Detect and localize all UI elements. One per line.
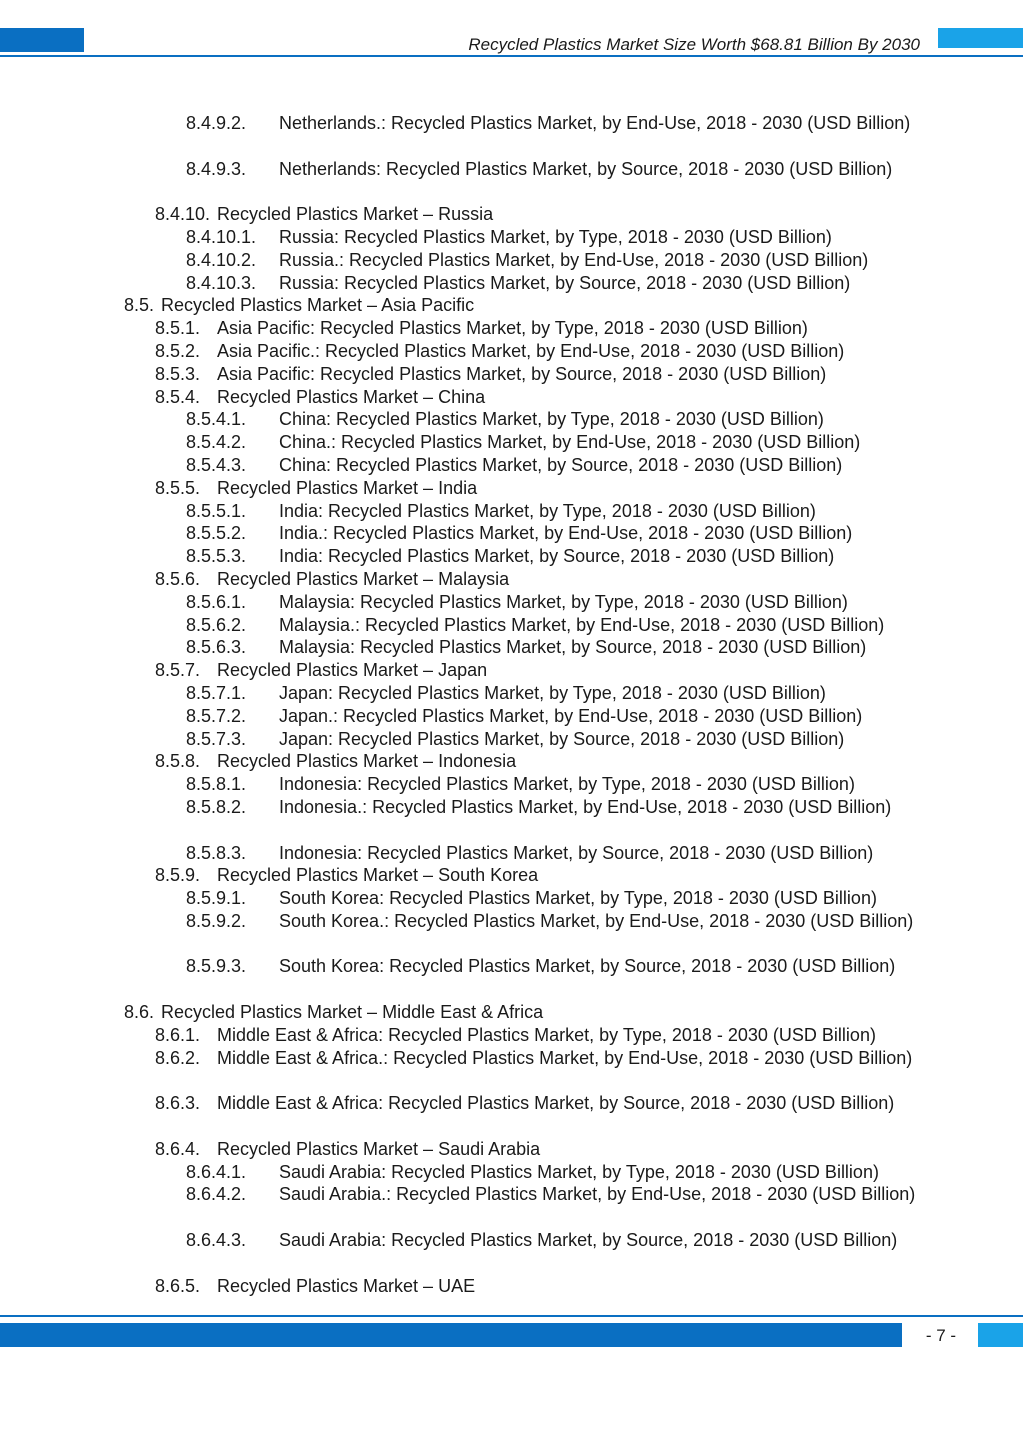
- toc-entry: [0, 363, 1023, 386]
- toc-entry: [0, 842, 1023, 865]
- toc-entry: [0, 568, 1023, 591]
- toc-entry-title: Malaysia: Recycled Plastics Market, by Type, 2018 - 2030 (USD Billion): [279, 591, 848, 612]
- toc-entry: [0, 340, 1023, 363]
- footer-accent-right: [978, 1323, 1023, 1347]
- toc-entry-title: Netherlands: Recycled Plastics Market, by Source, 2018 - 2030 (USD Billion): [279, 158, 893, 179]
- toc-entry-title: Middle East & Africa: Recycled Plastics Market, by Type, 2018 - 2030 (USD Billion): [217, 1024, 876, 1045]
- toc-entry-title: Asia Pacific: Recycled Plastics Market, by Type, 2018 - 2030 (USD Billion): [217, 318, 808, 339]
- toc-entry-title: Asia Pacific.: Recycled Plastics Market, by End-Use, 2018 - 2030 (USD Billion): [217, 340, 845, 361]
- header-accent-right: [938, 28, 1023, 48]
- toc-entry-title: India.: Recycled Plastics Market, by End-Use, 2018 - 2030 (USD Billion): [279, 523, 853, 544]
- toc-entry-title: Indonesia.: Recycled Plastics Market, by End-Use, 2018 - 2030 (USD Billion): [279, 796, 892, 817]
- toc-entry-title: Asia Pacific: Recycled Plastics Market, by Source, 2018 - 2030 (USD Billion): [217, 363, 827, 384]
- toc-entry: [0, 158, 1023, 204]
- toc-entry-title: Middle East & Africa.: Recycled Plastics Market, by End-Use, 2018 - 2030 (USD Billion): [217, 1047, 913, 1068]
- toc-entry: [0, 431, 1023, 454]
- toc-entry: [0, 614, 1023, 637]
- toc-entry: [0, 454, 1023, 477]
- toc-entry-number: 8.5.9.3.: [186, 956, 247, 977]
- toc-entry-title: Malaysia.: Recycled Plastics Market, by End-Use, 2018 - 2030 (USD Billion): [279, 614, 885, 635]
- toc-entry: [0, 750, 1023, 773]
- toc-entry-number: 8.5.9.: [155, 865, 201, 886]
- toc-entry-number: 8.5.8.3.: [186, 842, 247, 863]
- toc-entry-title: Recycled Plastics Market – Japan: [217, 660, 488, 681]
- toc-entry: [0, 1161, 1023, 1184]
- toc-entry: [0, 112, 1023, 158]
- toc-entry-title: Recycled Plastics Market – Russia: [217, 204, 494, 225]
- toc-entry-number: 8.6.1.: [155, 1024, 201, 1045]
- toc-entry: [0, 203, 1023, 226]
- toc-entry: [0, 226, 1023, 249]
- toc-entry-number: 8.5.6.: [155, 568, 201, 589]
- toc-entry-title: Netherlands.: Recycled Plastics Market, by End-Use, 2018 - 2030 (USD Billion): [279, 113, 911, 133]
- toc-entry-number: 8.5.3.: [155, 363, 201, 384]
- toc-entry-number: 8.5.6.1.: [186, 591, 247, 612]
- toc-entry: [0, 1275, 1023, 1298]
- toc-entry-title: Indonesia: Recycled Plastics Market, by Type, 2018 - 2030 (USD Billion): [279, 774, 855, 795]
- toc-entry-number: 8.5.5.3.: [186, 546, 247, 567]
- page-number: - 7 -: [925, 1326, 957, 1345]
- toc-entry: [0, 682, 1023, 705]
- toc-entry-number: 8.5.4.: [155, 386, 201, 407]
- header-rule: [0, 55, 1023, 57]
- toc-entry: [0, 773, 1023, 796]
- toc-entry-title: China.: Recycled Plastics Market, by End-Use, 2018 - 2030 (USD Billion): [279, 432, 861, 453]
- toc-entry-number: 8.5.4.1.: [186, 409, 247, 430]
- toc-entry: [0, 659, 1023, 682]
- toc-entry-title: India: Recycled Plastics Market, by Source, 2018 - 2030 (USD Billion): [279, 546, 835, 567]
- toc-entry-title: Recycled Plastics Market – Middle East & Africa: [161, 1002, 544, 1023]
- toc-entry: [0, 1047, 1023, 1093]
- toc-entry: [0, 636, 1023, 659]
- toc-entry-number: 8.5.2.: [155, 340, 201, 361]
- toc-entry-title: Recycled Plastics Market – South Korea: [217, 865, 539, 886]
- toc-entry-title: China: Recycled Plastics Market, by Type, 2018 - 2030 (USD Billion): [279, 409, 824, 430]
- toc-entry-title: Japan: Recycled Plastics Market, by Source, 2018 - 2030 (USD Billion): [279, 728, 845, 749]
- toc-entry-number: 8.5.5.2.: [186, 523, 247, 544]
- toc-entry: [0, 910, 1023, 956]
- toc-entry: [0, 1024, 1023, 1047]
- toc-entry-number: 8.5.: [124, 295, 155, 316]
- toc-entry: [0, 1092, 1023, 1138]
- toc-entry-number: 8.6.4.: [155, 1138, 201, 1159]
- toc-entry-number: 8.5.9.1.: [186, 888, 247, 909]
- toc-entry-title: Russia: Recycled Plastics Market, by Source, 2018 - 2030 (USD Billion): [279, 272, 851, 293]
- toc-entry-title: Recycled Plastics Market – UAE: [217, 1275, 476, 1296]
- toc-entry-number: 8.5.4.2.: [186, 432, 247, 453]
- toc-entry: [0, 386, 1023, 409]
- toc-entry-number: 8.5.7.: [155, 660, 201, 681]
- toc-entry-number: 8.5.4.3.: [186, 454, 247, 475]
- toc-entry-title: India: Recycled Plastics Market, by Type, 2018 - 2030 (USD Billion): [279, 500, 816, 521]
- toc-entry-number: 8.5.5.1.: [186, 500, 247, 521]
- toc-entry-number: 8.6.4.1.: [186, 1161, 247, 1182]
- toc-entry-title: South Korea: Recycled Plastics Market, by Type, 2018 - 2030 (USD Billion): [279, 888, 877, 909]
- toc-entry-number: 8.5.8.1.: [186, 774, 247, 795]
- toc-entry-title: Indonesia: Recycled Plastics Market, by Source, 2018 - 2030 (USD Billion): [279, 842, 874, 863]
- toc-entry-title: Middle East & Africa: Recycled Plastics Market, by Source, 2018 - 2030 (USD Billion): [217, 1093, 895, 1114]
- toc-entry-title: Recycled Plastics Market – Malaysia: [217, 568, 510, 589]
- toc-entry: [0, 500, 1023, 523]
- toc-entry-number: 8.6.2.: [155, 1047, 201, 1068]
- toc-entry-number: 8.4.9.3.: [186, 158, 247, 179]
- toc-entry: [0, 477, 1023, 500]
- toc-entry-title: Recycled Plastics Market – Indonesia: [217, 751, 517, 772]
- toc-entry: [0, 272, 1023, 295]
- header-accent-left: [0, 28, 84, 52]
- toc-entry-number: 8.4.9.2.: [186, 113, 247, 133]
- toc-entry-number: 8.5.5.: [155, 477, 201, 498]
- toc-entry-number: 8.5.7.2.: [186, 705, 247, 726]
- toc-entry-title: Recycled Plastics Market – Saudi Arabia: [217, 1138, 541, 1159]
- toc-entry-title: Japan: Recycled Plastics Market, by Type, 2018 - 2030 (USD Billion): [279, 682, 826, 703]
- toc-entry-title: South Korea.: Recycled Plastics Market, by End-Use, 2018 - 2030 (USD Billion): [279, 910, 914, 931]
- toc-entry: [0, 545, 1023, 568]
- toc-entry-number: 8.5.8.2.: [186, 796, 247, 817]
- toc-entry: [0, 1001, 1023, 1024]
- toc-entry: [0, 796, 1023, 842]
- toc-entry: [0, 294, 1023, 317]
- toc-entry-number: 8.4.10.1.: [186, 226, 257, 247]
- toc-entry-number: 8.5.6.3.: [186, 637, 247, 658]
- toc-entry: [0, 591, 1023, 614]
- toc-entry-title: Russia.: Recycled Plastics Market, by End-Use, 2018 - 2030 (USD Billion): [279, 249, 869, 270]
- toc-entry-number: 8.5.7.1.: [186, 682, 247, 703]
- toc-entry: [0, 955, 1023, 1001]
- toc-entry-title: Recycled Plastics Market – India: [217, 477, 478, 498]
- toc-entry: [0, 317, 1023, 340]
- toc-entry: [0, 1138, 1023, 1161]
- toc-entry: [0, 887, 1023, 910]
- toc-entry: [0, 728, 1023, 751]
- toc-entry-number: 8.4.10.3.: [186, 272, 257, 293]
- table-of-contents: [0, 112, 1023, 1297]
- toc-entry-number: 8.5.9.2.: [186, 910, 247, 931]
- toc-entry: [0, 408, 1023, 431]
- toc-entry-number: 8.6.3.: [155, 1093, 201, 1114]
- toc-entry: [0, 864, 1023, 887]
- toc-entry-number: 8.6.: [124, 1002, 155, 1023]
- toc-entry: [0, 1183, 1023, 1229]
- toc-entry-title: Recycled Plastics Market – Asia Pacific: [161, 295, 475, 316]
- toc-entry-number: 8.6.4.2.: [186, 1184, 247, 1205]
- toc-entry-number: 8.4.10.: [155, 204, 211, 225]
- toc-entry-number: 8.4.10.2.: [186, 249, 257, 270]
- toc-entry-number: 8.5.1.: [155, 318, 201, 339]
- toc-entry-number: 8.5.7.3.: [186, 728, 247, 749]
- toc-entry-number: 8.6.4.3.: [186, 1230, 247, 1251]
- toc-entry-title: Recycled Plastics Market – China: [217, 386, 486, 407]
- toc-entry-title: Japan.: Recycled Plastics Market, by End-Use, 2018 - 2030 (USD Billion): [279, 705, 863, 726]
- toc-entry: [0, 705, 1023, 728]
- header-title: Recycled Plastics Market Size Worth $68.81 Billion By 2030: [468, 35, 920, 54]
- footer-bar: [0, 1323, 902, 1347]
- toc-entry-number: 8.5.8.: [155, 751, 201, 772]
- toc-entry-title: China: Recycled Plastics Market, by Source, 2018 - 2030 (USD Billion): [279, 454, 843, 475]
- toc-entry-title: Saudi Arabia: Recycled Plastics Market, by Type, 2018 - 2030 (USD Billion): [279, 1161, 879, 1182]
- toc-entry-title: Russia: Recycled Plastics Market, by Type, 2018 - 2030 (USD Billion): [279, 226, 832, 247]
- toc-entry-title: Saudi Arabia: Recycled Plastics Market, by Source, 2018 - 2030 (USD Billion): [279, 1230, 898, 1251]
- footer-rule: [0, 1315, 1023, 1317]
- toc-entry-title: Saudi Arabia.: Recycled Plastics Market, by End-Use, 2018 - 2030 (USD Billion): [279, 1184, 916, 1205]
- toc-entry: [0, 1229, 1023, 1275]
- toc-entry-title: South Korea: Recycled Plastics Market, by Source, 2018 - 2030 (USD Billion): [279, 956, 896, 977]
- toc-entry-title: Malaysia: Recycled Plastics Market, by Source, 2018 - 2030 (USD Billion): [279, 637, 867, 658]
- toc-entry: [0, 249, 1023, 272]
- toc-entry-number: 8.5.6.2.: [186, 614, 247, 635]
- toc-entry: [0, 522, 1023, 545]
- toc-entry-number: 8.6.5.: [155, 1275, 201, 1296]
